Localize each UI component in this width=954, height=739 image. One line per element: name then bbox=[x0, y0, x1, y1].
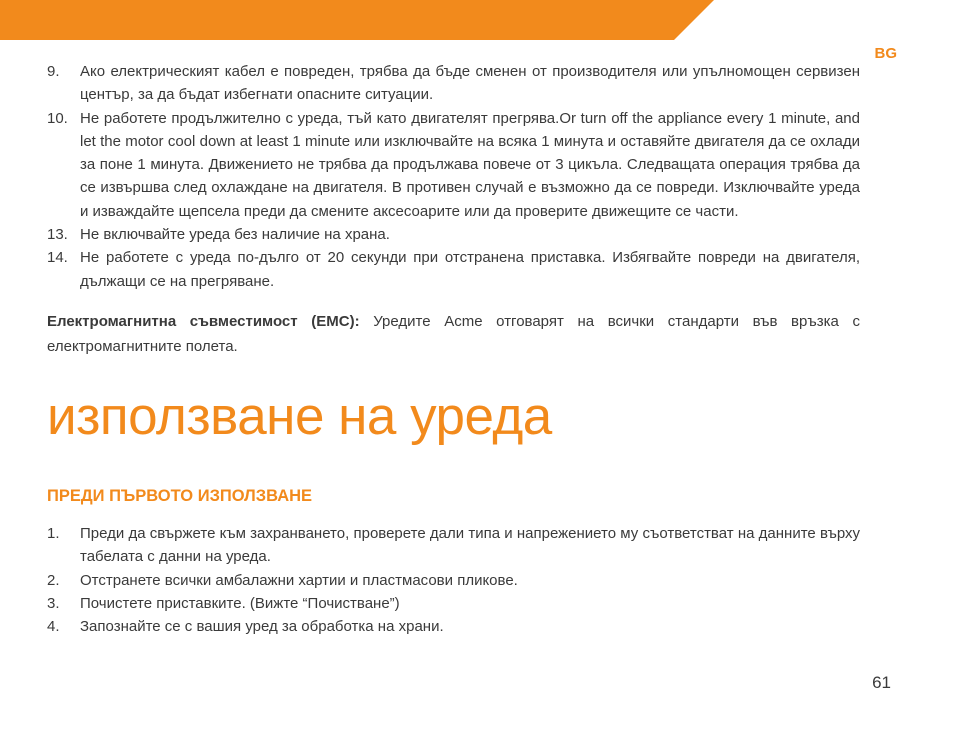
steps-list bbox=[47, 522, 860, 638]
item-number: 10. bbox=[47, 109, 68, 127]
list-item bbox=[47, 223, 860, 246]
list-item bbox=[47, 592, 860, 615]
item-number: 4. bbox=[47, 618, 60, 636]
language-tag: BG bbox=[874, 45, 897, 62]
page-number: 61 bbox=[872, 673, 891, 692]
item-number: 9. bbox=[47, 63, 60, 80]
list-item bbox=[47, 569, 860, 592]
item-number: 14. bbox=[47, 249, 68, 267]
emc-text: Уредите Acme отговарят на всички стандарти във връзка с електромагнитните полета. bbox=[47, 312, 860, 355]
item-text: Не работете с уреда по-дълго от 20 секунди при отстранена приставка. Избягвайте повреди на двигателя, дължащи се на прегряване. bbox=[80, 249, 860, 290]
emc-label: Електромагнитна съвместимост (EMC): bbox=[47, 312, 360, 330]
item-number: 13. bbox=[47, 226, 68, 244]
item-text: Запознайте се с вашия уред за обработка на храни. bbox=[80, 618, 444, 636]
list-item bbox=[47, 107, 860, 223]
list-item bbox=[47, 246, 860, 293]
item-text: Ако електрическият кабел е повреден, трябва да бъде сменен от производителя или упълномощен сервизен център, за да бъдат избегнати опасните ситуации. bbox=[80, 63, 860, 104]
emc-paragraph bbox=[47, 309, 860, 359]
list-item bbox=[47, 522, 860, 569]
item-text: Не включвайте уреда без наличие на храна. bbox=[80, 226, 390, 244]
item-text: Почистете приставките. (Вижте “Почистване”) bbox=[80, 595, 400, 613]
list-item bbox=[47, 615, 860, 638]
item-text: Преди да свържете към захранването, проверете дали типа и напрежението му съответстват на данните върху табелата с данни на уреда. bbox=[80, 525, 860, 566]
item-number: 1. bbox=[47, 525, 60, 543]
top-orange-banner bbox=[0, 0, 954, 40]
item-text: Не работете продължително с уреда, тъй като двигателят прегрява.Or turn off the appliance every 1 minute, and let the motor cool down at least 1 minute или изключвайте на всяка 1 минута и оставяйте двигателя да се охлади за поне 1 минута. Движението не трябва да продължава повече от 3 цикъла. Следващата операция трябва да се извършва след охлаждане на двигателя. В противен случай е възможно да се повреди. Изключвайте уреда и изваждайте щепсела преди да смените аксесоарите или да проверите движещите се части. bbox=[80, 109, 860, 220]
item-number: 3. bbox=[47, 595, 60, 613]
page-content bbox=[47, 60, 860, 639]
safety-list bbox=[47, 60, 860, 293]
item-number: 2. bbox=[47, 571, 60, 589]
list-item bbox=[47, 60, 860, 107]
item-text: Отстранете всички амбалажни хартии и пластмасови пликове. bbox=[80, 571, 518, 589]
banner-shape bbox=[0, 0, 714, 40]
subsection-title: ПРЕДИ ПЪРВОТО ИЗПОЛЗВАНЕ bbox=[47, 487, 313, 506]
section-title: използване на уреда bbox=[47, 386, 552, 446]
